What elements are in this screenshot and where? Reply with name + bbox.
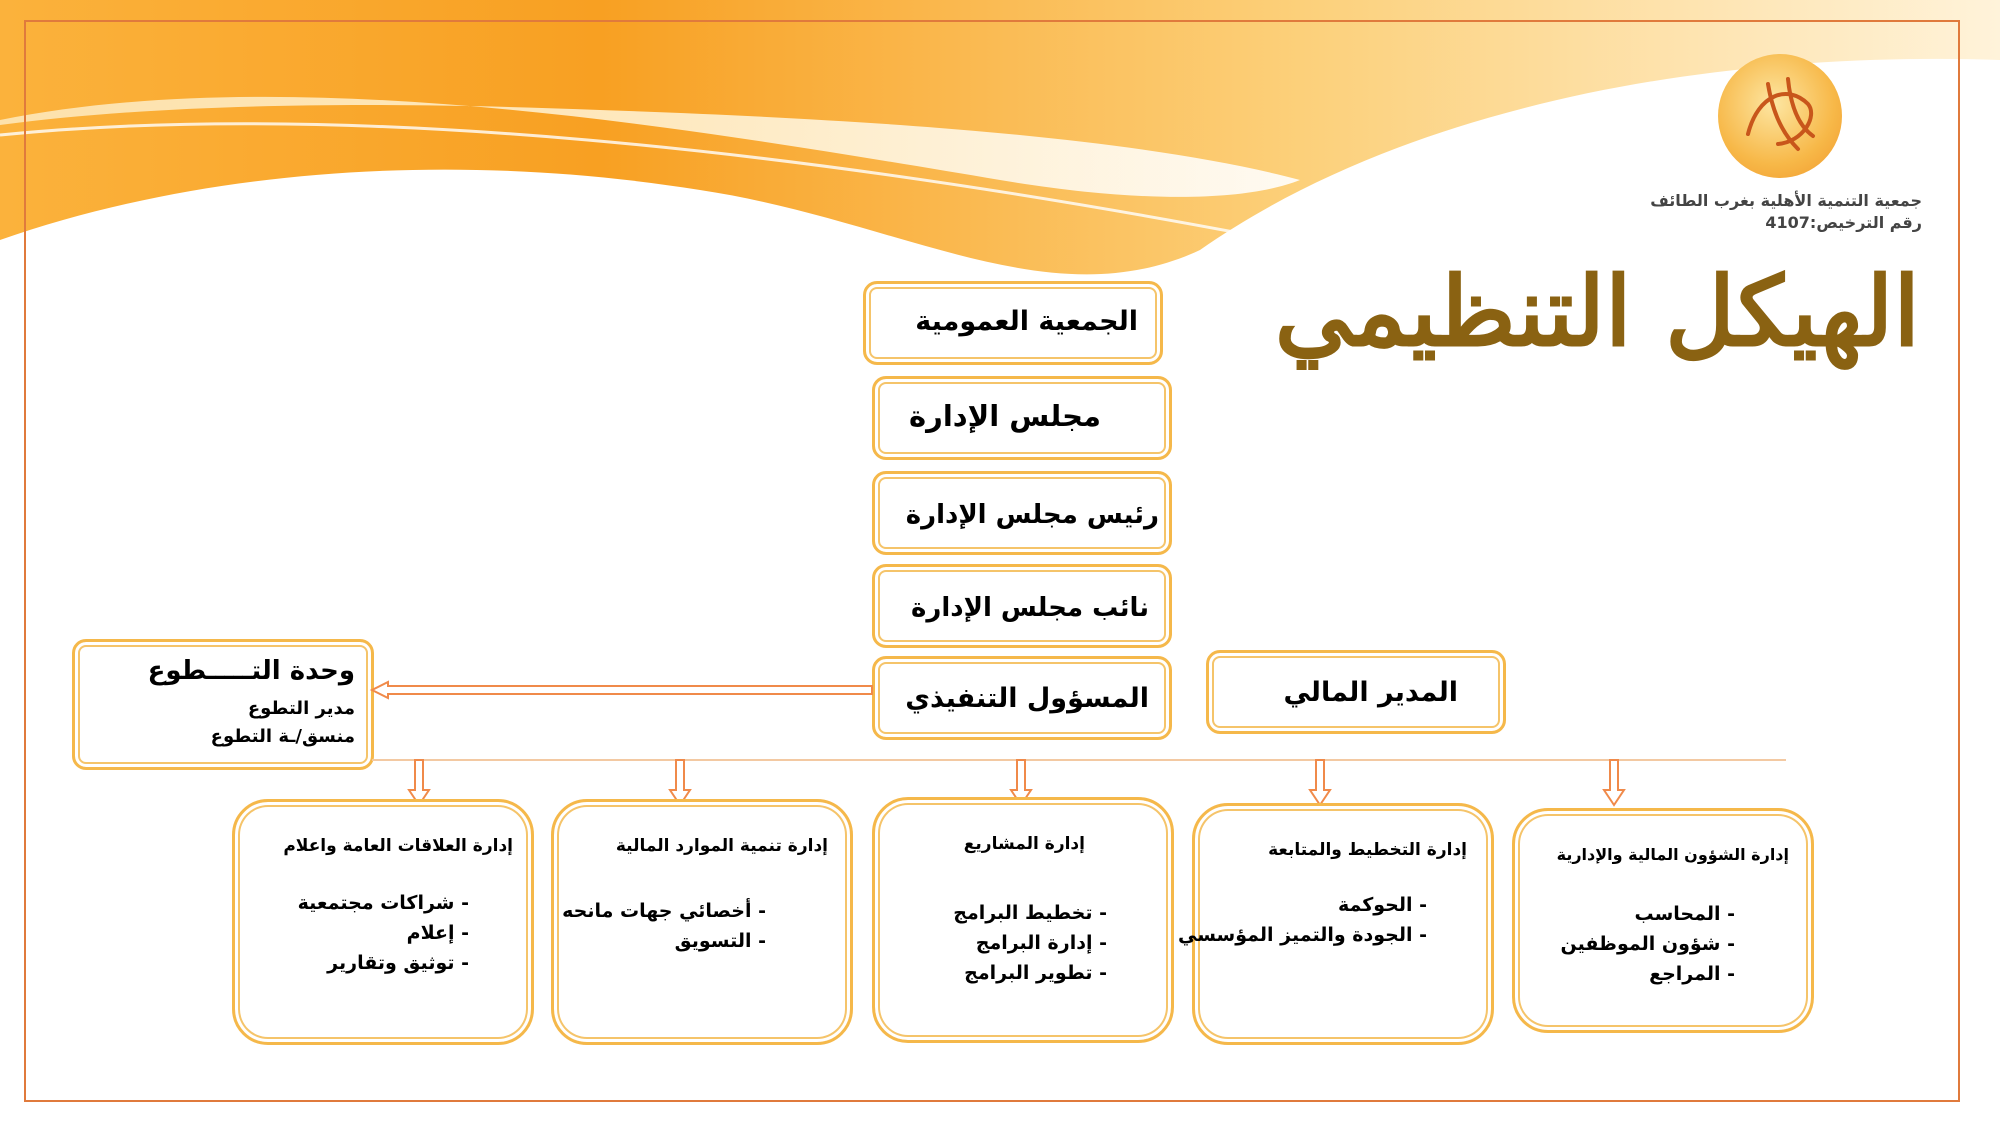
department-box bbox=[232, 799, 534, 1045]
department-box bbox=[872, 797, 1174, 1043]
department-items bbox=[1561, 899, 1735, 989]
down-arrow-5 bbox=[1604, 760, 1624, 805]
volunteer-coordinator: منسق/ـة التطوع bbox=[210, 726, 355, 747]
board-label: مجلس الإدارة bbox=[909, 399, 1101, 433]
volunteer-manager: مدير التطوع bbox=[247, 698, 355, 719]
department-item: - المحاسب bbox=[1634, 903, 1735, 925]
department-item: - الحوكمة bbox=[1337, 894, 1427, 916]
page-title: الهيكل التنظيمي bbox=[1274, 255, 1920, 368]
department-item: - إعلام bbox=[406, 922, 469, 944]
department-box bbox=[1512, 808, 1814, 1033]
department-item: - إدارة البرامج bbox=[975, 932, 1107, 954]
department-item: - المراجع bbox=[1649, 963, 1735, 985]
department-title: إدارة المشاريع bbox=[963, 834, 1085, 854]
department-item: - شؤون الموظفين bbox=[1560, 933, 1735, 955]
department-item: - التسويق bbox=[674, 930, 766, 952]
department-title: إدارة التخطيط والمتابعة bbox=[1268, 840, 1467, 860]
department-item: - تخطيط البرامج bbox=[953, 902, 1107, 924]
department-item: - شراكات مجتمعية bbox=[297, 892, 469, 914]
department-title: إدارة العلاقات العامة واعلام bbox=[283, 836, 513, 856]
department-items bbox=[298, 888, 469, 978]
chairman-label: رئيس مجلس الإدارة bbox=[905, 500, 1159, 530]
department-item: - تطوير البرامج bbox=[964, 962, 1107, 984]
general-assembly-label: الجمعية العمومية bbox=[915, 306, 1138, 337]
department-title: إدارة تنمية الموارد المالية bbox=[615, 836, 828, 856]
vice-chairman-label: نائب مجلس الإدارة bbox=[911, 593, 1149, 623]
executive-label: المسؤول التنفيذي bbox=[905, 683, 1149, 714]
down-arrow-4 bbox=[1310, 760, 1330, 805]
license-label: رقم الترخيص: bbox=[1809, 213, 1922, 232]
department-items bbox=[953, 898, 1107, 988]
volunteer-unit-title: وحدة التـــــطوع bbox=[147, 656, 355, 686]
department-items bbox=[562, 896, 766, 956]
department-title: إدارة الشؤون المالية والإدارية bbox=[1556, 845, 1789, 864]
license-number: 4107 bbox=[1765, 213, 1810, 232]
department-item: - توثيق وتقارير bbox=[327, 952, 469, 974]
organization-name: جمعية التنمية الأهلية بغرب الطائف bbox=[1650, 191, 1922, 210]
financial-manager-label: المدير المالي bbox=[1283, 677, 1458, 708]
department-item: - الجودة والتميز المؤسسي bbox=[1177, 924, 1427, 946]
department-items bbox=[1178, 890, 1427, 950]
executive-to-volunteer-arrow bbox=[372, 682, 872, 698]
department-box bbox=[1177, 803, 1494, 1045]
department-item: - أخصائي جهات مانحه bbox=[562, 900, 766, 922]
department-box bbox=[551, 799, 853, 1045]
